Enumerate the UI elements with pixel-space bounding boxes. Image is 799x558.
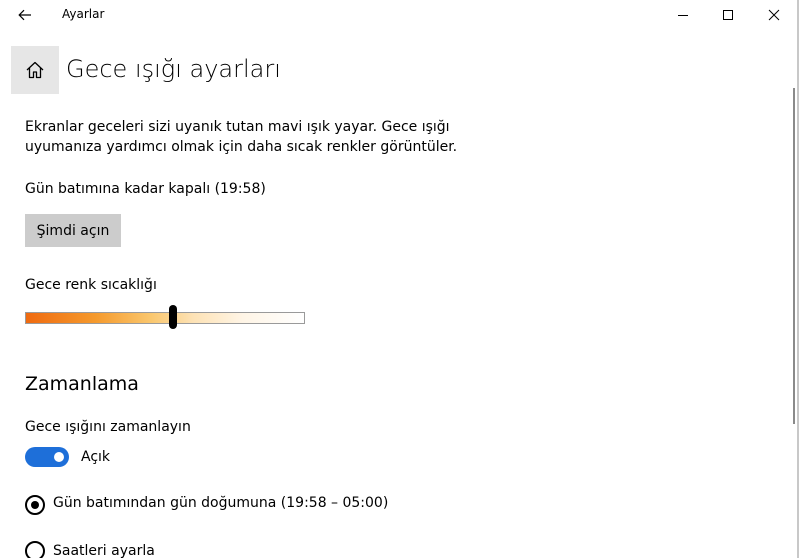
minimize-button[interactable] (660, 0, 706, 30)
status-text: Gün batımına kadar kapalı (19:58) (25, 181, 266, 197)
minimize-icon (677, 9, 689, 21)
home-icon (25, 60, 45, 80)
title-bar (0, 0, 799, 30)
description-text: Ekranlar geceleri sizi uyanık tutan mavi ışık yayar. Gece ışığı uyumanıza yardımcı olmak için daha sıcak renkler görüntüler. (25, 119, 458, 155)
radio-selected-dot (31, 501, 39, 509)
color-temperature-slider[interactable] (25, 312, 305, 324)
home-button[interactable] (11, 46, 59, 94)
set-hours-label[interactable]: Saatleri ayarla (53, 543, 155, 558)
back-arrow-icon (18, 9, 32, 21)
app-title: Ayarlar (62, 7, 105, 21)
schedule-toggle[interactable] (25, 447, 69, 467)
sunset-to-sunrise-radio[interactable] (25, 495, 45, 515)
scrollbar-thumb[interactable] (793, 88, 795, 424)
schedule-section-title: Zamanlama (25, 373, 139, 395)
turn-on-now-button[interactable]: Şimdi açın (25, 214, 121, 247)
schedule-toggle-label: Gece ışığını zamanlayın (25, 419, 191, 435)
color-temperature-label: Gece renk sıcaklığı (25, 277, 157, 293)
maximize-button[interactable] (705, 0, 751, 30)
close-icon (768, 9, 780, 21)
color-temperature-slider-thumb[interactable] (169, 305, 177, 329)
set-hours-radio[interactable] (25, 541, 45, 558)
page-title: Gece ışığı ayarları (66, 55, 281, 83)
toggle-knob (54, 452, 64, 462)
maximize-icon (722, 9, 734, 21)
sunset-to-sunrise-label[interactable]: Gün batımından gün doğumuna (19:58 – 05:00) (53, 495, 389, 511)
back-button[interactable] (10, 1, 40, 29)
close-button[interactable] (751, 0, 797, 30)
toggle-state-text: Açık (81, 449, 111, 465)
